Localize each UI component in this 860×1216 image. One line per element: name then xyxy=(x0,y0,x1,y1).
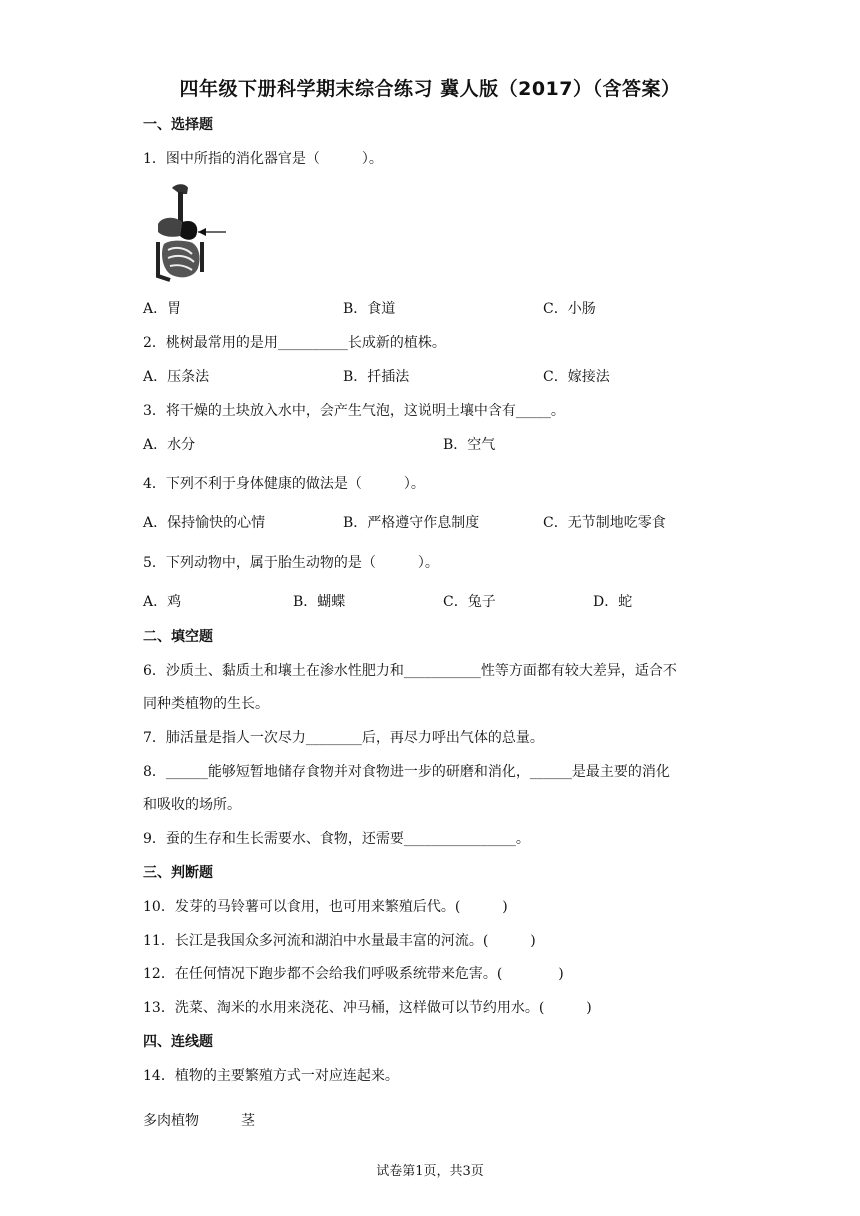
question-12: 12．在任何情况下跑步都不会给我们呼吸系统带来危害。( ) xyxy=(143,966,564,982)
section-heading-choice: 一、选择题 xyxy=(143,117,213,133)
q4-option-b: B．严格遵守作息制度 xyxy=(343,515,480,531)
q4-option-a: A．保持愉快的心情 xyxy=(143,515,266,531)
question-3: 3．将干燥的土块放入水中，会产生气泡，这说明土壤中含有_____。 xyxy=(143,403,565,419)
q1-option-a: A．胃 xyxy=(143,301,182,317)
q5-option-c: C．兔子 xyxy=(443,594,496,610)
question-8-line2: 和吸收的场所。 xyxy=(143,797,241,813)
q2-option-a: A．压条法 xyxy=(143,369,210,385)
question-8-line1: 8．______能够短暂地储存食物并对食物进一步的研磨和消化，______是最主要的消化 xyxy=(143,764,670,780)
q5-option-a: A．鸡 xyxy=(143,594,182,610)
match-item-left: 多肉植物 xyxy=(143,1113,199,1129)
digestive-system-icon xyxy=(150,182,230,286)
question-4: 4．下列不利于身体健康的做法是（ ）。 xyxy=(143,476,425,492)
question-1: 1．图中所指的消化器官是（ ）。 xyxy=(143,151,383,167)
q5-option-d: D．蛇 xyxy=(593,594,633,610)
section-heading-match: 四、连线题 xyxy=(143,1034,213,1050)
page-footer: 试卷第1页，共3页 xyxy=(376,1164,484,1179)
q5-option-b: B．蝴蝶 xyxy=(293,594,346,610)
question-14: 14．植物的主要繁殖方式一对应连起来。 xyxy=(143,1068,399,1084)
question-7: 7．肺活量是指人一次尽力________后，再尽力呼出气体的总量。 xyxy=(143,730,544,746)
question-10: 10．发芽的马铃薯可以食用，也可用来繁殖后代。( ) xyxy=(143,899,508,915)
question-6-line2: 同种类植物的生长。 xyxy=(143,696,269,712)
question-5: 5．下列动物中，属于胎生动物的是（ ）。 xyxy=(143,555,439,571)
question-2: 2．桃树最常用的是用__________长成新的植株。 xyxy=(143,335,446,351)
page-title: 四年级下册科学期末综合练习 冀人版（2017）（含答案） xyxy=(179,78,681,100)
section-heading-fill: 二、填空题 xyxy=(143,629,213,645)
question-9: 9．蚕的生存和生长需要水、食物，还需要________________。 xyxy=(143,831,530,847)
question-6-line1: 6．沙质土、黏质土和壤土在渗水性肥力和___________性等方面都有较大差异，适合不 xyxy=(143,663,677,679)
q2-option-b: B．扦插法 xyxy=(343,369,410,385)
q4-option-c: C．无节制地吃零食 xyxy=(543,515,666,531)
match-item-right: 茎 xyxy=(241,1113,255,1129)
q1-option-b: B．食道 xyxy=(343,301,396,317)
question-13: 13．洗菜、淘米的水用来浇花、冲马桶，这样做可以节约用水。( ) xyxy=(143,1000,592,1016)
q3-option-a: A．水分 xyxy=(143,437,196,453)
section-heading-judge: 三、判断题 xyxy=(143,865,213,881)
question-11: 11．长江是我国众多河流和湖泊中水量最丰富的河流。( ) xyxy=(143,933,536,949)
q2-option-c: C．嫁接法 xyxy=(543,369,610,385)
q1-option-c: C．小肠 xyxy=(543,301,596,317)
q3-option-b: B．空气 xyxy=(443,437,496,453)
